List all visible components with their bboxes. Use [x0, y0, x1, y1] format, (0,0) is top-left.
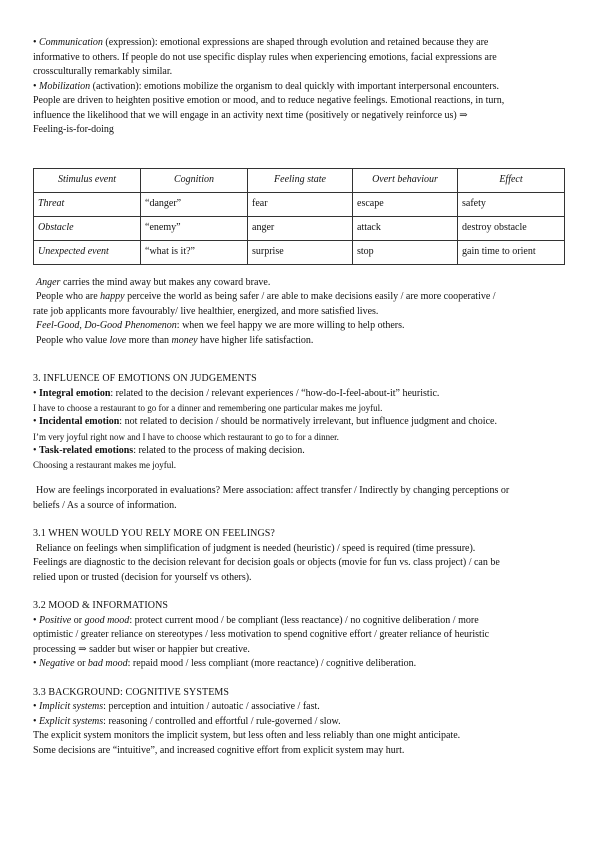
- fgdg-paragraph: Feel-Good, Do-Good Phenomenon: when we feel happy we are more willing to help others.: [36, 320, 405, 331]
- integral-paragraph: • Integral emotion: related to the decision / relevant experiences / “how-do-I-feel-about-it” heuristic.: [33, 387, 440, 399]
- positive-paragraph: • Positive or good mood: protect current mood / be compliant (less reactance) / no cognitive deliberation / more: [33, 614, 479, 626]
- table-cell: safety: [458, 192, 565, 216]
- how-line-2: beliefs / As a source of information.: [33, 499, 177, 511]
- table-row: [34, 240, 565, 264]
- table-cell: Obstacle: [34, 216, 141, 240]
- table-header-cell: Effect: [458, 168, 565, 192]
- table-cell: “danger”: [141, 192, 248, 216]
- table-cell: gain time to orient: [458, 240, 565, 264]
- mobilization-line-3: influence the likelihood that we will engage in an activity next time (positively or negatively reinforce us) ⇒: [33, 109, 468, 121]
- happy-term: happy: [100, 291, 125, 302]
- fgdg-term: Feel-Good, Do-Good Phenomenon: [36, 320, 177, 331]
- positive-line-3: processing ⇒ sadder but wiser or happier but creative.: [33, 643, 250, 655]
- mobilization-line-2: People are driven to heighten positive emotion or mood, and to reduce negative feelings. Emotional reactions, in turn,: [33, 95, 505, 106]
- table-header-cell: Overt behaviour: [353, 168, 458, 192]
- table-cell: Unexpected event: [34, 240, 141, 264]
- task-term: Task-related emotions: [39, 444, 134, 456]
- happy-paragraph: People who are happy perceive the world as being safer / are able to make decisions easily / are more cooperative /: [36, 291, 496, 302]
- love-paragraph: People who value love more than money have higher life satisfaction.: [36, 334, 314, 346]
- table-cell: anger: [248, 216, 353, 240]
- communication-line-2: informative to others. If people do not use specific display rules when experiencing emotions, facial expressions are: [33, 51, 497, 63]
- love-term: love: [109, 334, 127, 346]
- communication-line-3: crossculturally remarkably similar.: [33, 66, 173, 77]
- table-header-cell: Cognition: [141, 168, 248, 192]
- negative-term: Negative: [39, 658, 75, 669]
- communication-term: Communication: [39, 37, 103, 48]
- section-3-3-line-1: The explicit system monitors the implicit system, but less often and less reliably than one might anticipate.: [33, 730, 461, 741]
- explicit-paragraph: • Explicit systems: reasoning / controlled and effortful / rule-governed / slow.: [33, 715, 341, 727]
- table-row: [34, 192, 565, 216]
- section-3-1-line-3: relied upon or trusted (decision for yourself vs others).: [33, 571, 252, 583]
- mobilization-paragraph: • Mobilization (activation): emotions mobilize the organism to deal quickly with important interpersonal encounters.: [33, 80, 500, 92]
- document-page: [33, 36, 565, 758]
- positive-line-2: optimistic / greater reliance on stereotypes / less motivation to spend cognitive effort / greater reliance of heuristic: [33, 629, 490, 640]
- table-header-cell: Feeling state: [248, 168, 353, 192]
- anger-paragraph: Anger carries the mind away but makes any coward brave.: [36, 276, 271, 288]
- how-paragraph: How are feelings incorporated in evaluations? Mere association: affect transfer / Indirectly by changing perceptions or: [36, 485, 510, 496]
- good-mood-term: good mood: [84, 614, 130, 626]
- table-cell: “enemy”: [141, 216, 248, 240]
- section-3-1-title: 3.1 WHEN WOULD YOU RELY MORE ON FEELINGS?: [33, 528, 275, 539]
- implicit-term: Implicit systems: [39, 701, 104, 712]
- section-3-2-title: 3.2 MOOD & INFORMATIONS: [33, 600, 169, 611]
- incidental-term: Incidental emotion: [39, 416, 120, 427]
- anger-term: Anger: [36, 276, 61, 288]
- table-cell: surprise: [248, 240, 353, 264]
- table-cell: Threat: [34, 192, 141, 216]
- integral-example: I have to choose a restaurant to go for a dinner and remembering one particular makes me joyful.: [33, 403, 383, 413]
- money-term: money: [171, 334, 198, 346]
- table-cell: destroy obstacle: [458, 216, 565, 240]
- table-cell: “what is it?”: [141, 240, 248, 264]
- communication-paragraph: • Communication (expression): emotional expressions are shaped through evolution and retained because they are: [33, 37, 489, 48]
- task-paragraph: • Task-related emotions: related to the process of making decision.: [33, 444, 305, 456]
- mobilization-term: Mobilization: [39, 80, 91, 92]
- task-example: Choosing a restaurant makes me joyful.: [33, 460, 176, 470]
- section-3-3-title: 3.3 BACKGROUND: COGNITIVE SYSTEMS: [33, 686, 230, 698]
- implicit-paragraph: • Implicit systems: perception and intuition / autoatic / associative / fast.: [33, 701, 320, 712]
- section-3-1-line-2: Feelings are diagnostic to the decision relevant for decision goals or objects (movie for fun vs. class project) / can be: [33, 557, 500, 568]
- table-row: [34, 216, 565, 240]
- table-header-row: [34, 168, 565, 192]
- table-header-cell: Stimulus event: [34, 168, 141, 192]
- positive-term: Positive: [39, 614, 72, 626]
- bad-mood-term: bad mood: [87, 658, 128, 669]
- table-cell: attack: [353, 216, 458, 240]
- negative-paragraph: • Negative or bad mood: repaid mood / less compliant (more reactance) / cognitive deliberation.: [33, 658, 417, 669]
- section-3-3-line-2: Some decisions are “intuitive”, and increased cognitive effort from explicit system may hurt.: [33, 744, 405, 756]
- section-3-1-line-1: Reliance on feelings when simplification of judgment is needed (heuristic) / speed is required (time pressure).: [36, 542, 476, 554]
- integral-term: Integral emotion: [39, 387, 111, 399]
- section-3-title: 3. INFLUENCE OF EMOTIONS ON JUDGEMENTS: [33, 373, 257, 384]
- incidental-paragraph: • Incidental emotion: not related to decision / should be normatively irrelevant, but influence judgment and choice.: [33, 416, 497, 427]
- stimulus-table: [33, 168, 565, 265]
- mobilization-line-4: Feeling-is-for-doing: [33, 124, 114, 135]
- explicit-term: Explicit systems: [39, 715, 104, 727]
- happy-line-2: rate job applicants more favourably/ live healthier, energized, and more satisfied lives.: [33, 305, 379, 317]
- table-cell: stop: [353, 240, 458, 264]
- table-cell: escape: [353, 192, 458, 216]
- incidental-example: I’m very joyful right now and I have to choose which restaurant to go to for a dinner.: [33, 431, 339, 442]
- table-cell: fear: [248, 192, 353, 216]
